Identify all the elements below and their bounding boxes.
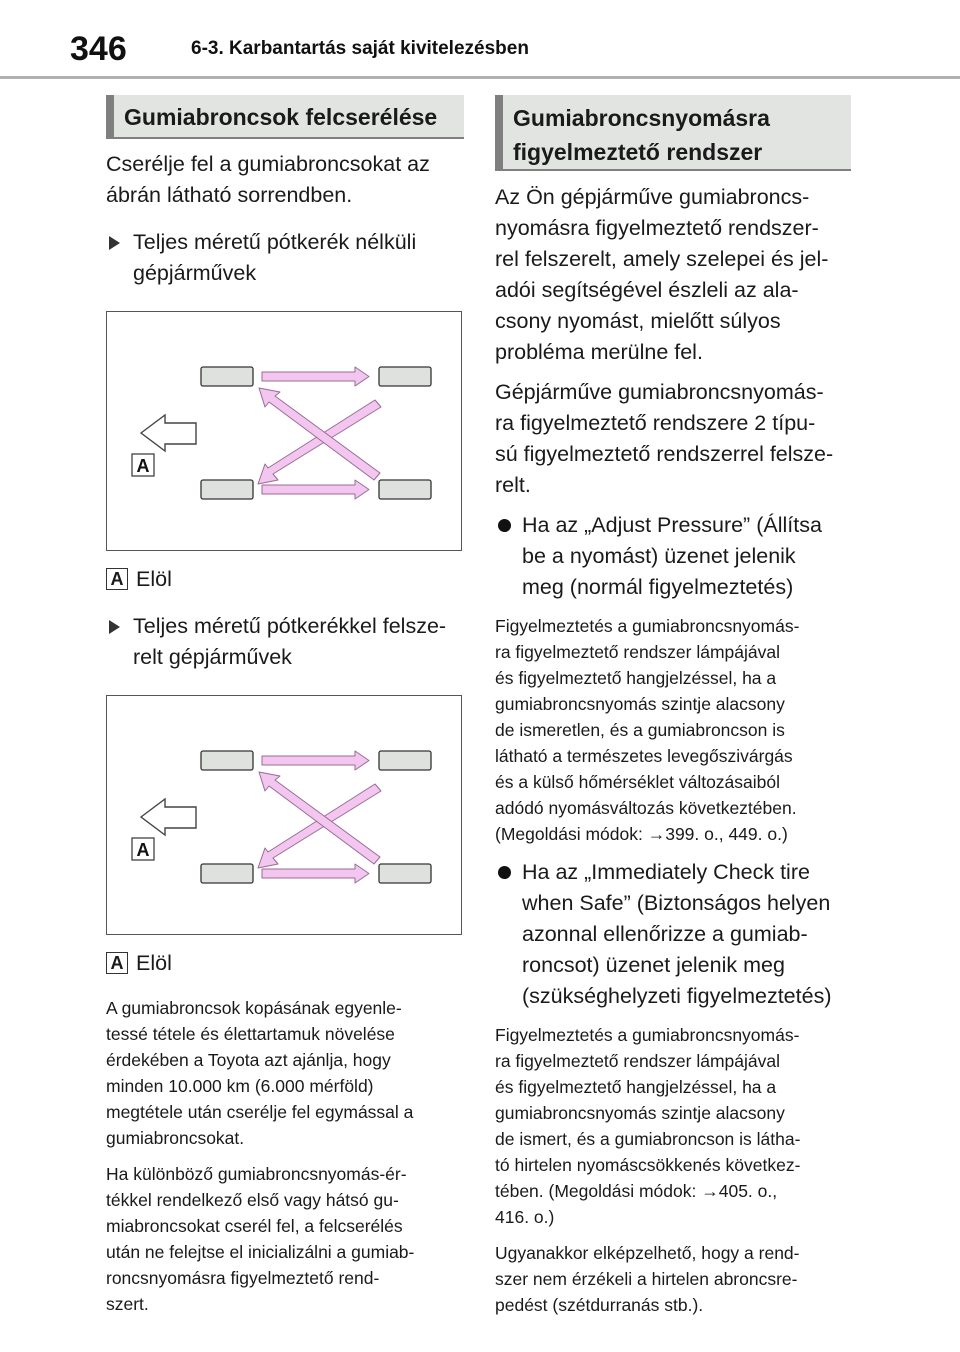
text-line: Teljes méretű pótkerék nélküli [133,230,417,254]
text-line: tékkel rendelkező első vagy hátsó gu- [106,1190,399,1210]
text-line: nyomásra figyelmeztető rendszer- [495,216,819,240]
text-line: sú figyelmeztető rendszerrel felsze- [495,442,834,466]
list-item-no-spare [106,227,464,289]
tire-rear-left [201,864,253,883]
text-line: Ha az „Immediately Check tire [522,860,810,884]
text-line: Figyelmeztetés a gumiabroncsnyomás- [495,616,800,636]
arrow-rear-to-rear-icon [262,480,369,499]
paragraph-warning-types [495,377,851,501]
heading-line: Gumiabroncsnyomásra [513,105,770,131]
text-line: miabroncsokat cserél fel, a felcserélés [106,1216,403,1236]
text-line: Az Ön gépjárműve gumiabroncs- [495,185,810,209]
text-line: meg (normál figyelmeztetés) [522,575,794,599]
triangle-bullet-icon [109,620,120,634]
tire-front-left [201,367,253,386]
text-line: ra figyelmeztető rendszer lámpájával [495,1051,780,1071]
arrow-front-to-front-icon [262,367,369,386]
label-a: A [136,840,150,860]
page-header [0,0,960,78]
heading-line: figyelmeztető rendszer [513,139,763,165]
text-line: roncsot) üzenet jelenik meg [522,953,785,977]
text-line: adói segítségével észleli az ala- [495,278,799,302]
text-line: szert. [106,1294,149,1314]
caption-front-2 [106,949,464,977]
text-line: Gépjárműve gumiabroncsnyomás- [495,380,824,404]
text-line: látható a természetes levegőszivárgás [495,746,793,766]
rotation-diagram-1 [106,311,462,551]
caption-front-1 [106,565,464,593]
rotation-diagram-graphic [107,696,463,936]
text-line: probléma merülne fel. [495,340,703,364]
text-line: minden 10.000 km (6.000 mérföld) [106,1076,374,1096]
text-line: de ismert, és a gumiabroncson is látha- [495,1129,801,1149]
bullet-dot-icon [498,519,511,532]
text-line: azonnal ellenőrizze a gumiab- [522,922,808,946]
chapter-title: 6-3. Karbantartás saját kivitelezésben [191,38,529,59]
text-line: gumiabroncsokat. [106,1128,245,1148]
bullet-dot-icon [498,866,511,879]
text-line: Figyelmeztetés a gumiabroncsnyomás- [495,1025,800,1045]
text-line: megtétele után cserélje fel egymással a [106,1102,414,1122]
text-line: rel felszerelt, amely szelepei és jel- [495,247,829,271]
text-line: gumiabroncsnyomás szintje alacsony [495,694,785,714]
text-line: adódó nyomásváltozás következtében. [495,798,797,818]
text-line: és a külső hőmérséklet változásaiból [495,772,781,792]
text-line: ra figyelmeztető rendszer lámpájával [495,642,780,662]
text-line: relt gépjárművek [133,645,292,669]
rotation-diagram-2 [106,695,462,935]
rotation-diagram-graphic [107,312,463,552]
section-heading-tire-rotation: Gumiabroncsok felcserélése [106,95,464,139]
text-line: érdekében a Toyota azt ajánlja, hogy [106,1050,391,1070]
text-line: Ha az „Adjust Pressure” (Állítsa [522,513,822,537]
text-line: (Megoldási módok: →399. o., 449. o.) [495,824,788,844]
tire-rear-right [379,864,431,883]
text-line: tében. (Megoldási módok: →405. o., [495,1181,778,1201]
text-line: szer nem érzékeli a hirtelen abroncsre- [495,1269,798,1289]
text-line: 416. o.) [495,1207,555,1227]
paragraph-tpms-intro [495,182,851,368]
label-a-box: A [106,952,128,974]
page-number: 346 [70,30,127,68]
front-direction-arrow-icon [141,799,196,835]
tire-front-left [201,751,253,770]
arrow-rear-to-rear-icon [262,864,369,883]
text-line: relt. [495,473,531,497]
triangle-bullet-icon [109,236,120,250]
bullet-immediately-check [495,857,851,1012]
section-heading-tpms [495,95,851,171]
header-divider [0,76,960,79]
text-line: be a nyomást) üzenet jelenik [522,544,796,568]
text-line: ábrán látható sorrendben. [106,183,353,207]
text-line: tó hirtelen nyomáscsökkenés következ- [495,1155,801,1175]
note-normal-warning [495,613,851,847]
text-line: gumiabroncsnyomás szintje alacsony [495,1103,785,1123]
caption-text: Elöl [136,567,172,591]
front-direction-arrow-icon [141,415,196,451]
text-line: Cserélje fel a gumiabroncsokat az [106,152,430,176]
text-line: és figyelmeztető hangjelzéssel, ha a [495,668,777,688]
text-line: roncsnyomásra figyelmeztető rend- [106,1268,380,1288]
tire-front-right [379,367,431,386]
arrow-front-to-front-icon [262,751,369,770]
text-line: Ha különböző gumiabroncsnyomás-ér- [106,1164,407,1184]
intro-paragraph [106,149,464,211]
tire-front-right [379,751,431,770]
text-line: Teljes méretű pótkerékkel felsze- [133,614,447,638]
note-burst-not-detected [495,1240,851,1318]
text-line: de ismeretlen, és a gumiabroncson is [495,720,785,740]
text-line: és figyelmeztető hangjelzéssel, ha a [495,1077,777,1097]
text-line: A gumiabroncsok kopásának egyenle- [106,998,402,1018]
right-column [495,95,851,1318]
text-line: (szükséghelyzeti figyelmeztetés) [522,984,832,1008]
caption-text: Elöl [136,951,172,975]
note-initialize-system [106,1161,464,1317]
text-line: Ugyanakkor elképzelhető, hogy a rend- [495,1243,800,1263]
text-line: ra figyelmeztető rendszere 2 típu- [495,411,816,435]
text-line: gépjárművek [133,261,257,285]
text-line: tessé tétele és élettartamuk növelése [106,1024,395,1044]
bullet-adjust-pressure [495,510,851,603]
text-line: when Safe” (Biztonságos helyen [522,891,831,915]
tire-rear-right [379,480,431,499]
label-a: A [136,456,150,476]
tire-rear-left [201,480,253,499]
text-line: csony nyomást, mielőtt súlyos [495,309,781,333]
left-column [106,95,464,1317]
label-a-box: A [106,568,128,590]
list-item-with-spare [106,611,464,673]
note-emergency-warning [495,1022,851,1230]
text-line: pedést (szétdurranás stb.). [495,1295,704,1315]
text-line: után ne felejtse el inicializálni a gumiab- [106,1242,415,1262]
note-rotation-interval [106,995,464,1151]
